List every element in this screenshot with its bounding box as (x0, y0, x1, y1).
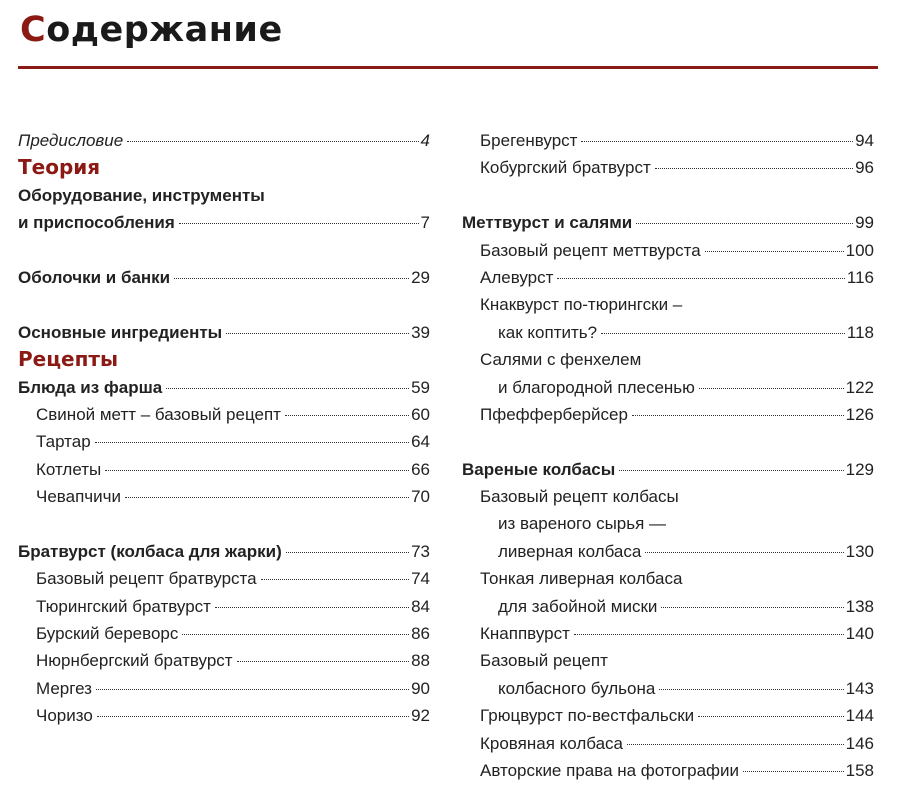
dot-leader (557, 278, 844, 279)
toc-entry (18, 565, 430, 592)
dot-leader (182, 634, 409, 635)
dot-leader (661, 607, 843, 608)
toc-entry-title: Авторские права на фотографии (480, 760, 740, 780)
toc-spacer (18, 510, 430, 537)
page-number: 90 (411, 678, 430, 698)
page-number: 130 (845, 541, 874, 561)
toc-entry-title: Основные ингредиенты (18, 322, 223, 342)
toc-entry (462, 237, 874, 264)
toc-entry-title: Чоризо (36, 706, 93, 726)
toc-entry-title: Свиной метт – базовый рецепт (36, 404, 281, 424)
page-number: 144 (845, 706, 874, 726)
dot-leader (619, 470, 843, 471)
dot-leader (285, 415, 409, 416)
dot-leader (166, 388, 409, 389)
dot-leader (127, 141, 418, 142)
toc-entry (18, 127, 430, 154)
toc-entry-title: Мергез (36, 678, 92, 698)
dot-leader (627, 744, 844, 745)
page-number: 86 (411, 624, 430, 644)
page-number: 143 (845, 678, 874, 698)
page-number: 116 (846, 267, 874, 287)
toc-entry (462, 620, 874, 647)
toc-entry (462, 209, 874, 236)
section-heading: Рецепты (18, 347, 119, 372)
dot-leader (659, 689, 843, 690)
dot-leader (105, 470, 409, 471)
toc-entry (462, 319, 874, 346)
page-number: 138 (845, 596, 874, 616)
page-number: 96 (855, 158, 874, 178)
title-divider (18, 66, 878, 69)
dot-leader (174, 278, 409, 279)
toc-entry (18, 702, 430, 729)
toc-spacer (18, 237, 430, 264)
page-number: 29 (411, 267, 430, 287)
toc-entry-title: Меттвурст и салями (462, 213, 633, 233)
toc-entry-title: Блюда из фарша (18, 377, 163, 397)
dot-leader (705, 251, 844, 252)
page-number: 94 (855, 131, 874, 150)
toc-entry (462, 730, 874, 757)
page-number: 60 (411, 404, 430, 424)
toc-entry-title: ливерная колбаса (498, 541, 642, 561)
dot-leader (645, 552, 843, 553)
dot-leader (286, 552, 409, 553)
dot-leader (125, 497, 409, 498)
toc-entry (18, 647, 430, 674)
title-initial: С (20, 10, 47, 50)
toc-entry (462, 127, 874, 154)
toc-right-column (462, 127, 874, 784)
page-number: 146 (845, 733, 874, 753)
page-number: 158 (845, 760, 874, 780)
page-number: 70 (411, 487, 430, 507)
dot-leader (226, 333, 409, 334)
toc-left-column (18, 127, 430, 730)
toc-entry (462, 593, 874, 620)
toc-entry (462, 757, 874, 784)
toc-entry-title: для забойной миски (498, 596, 658, 616)
toc-entry (462, 538, 874, 565)
page-number: 4 (420, 131, 430, 150)
page-number: 126 (845, 404, 874, 424)
toc-entry-title: Грюцвурст по-вестфальски (480, 706, 695, 726)
page-number: 99 (855, 213, 874, 233)
toc-entry-title: Вареные колбасы (462, 459, 616, 479)
toc-entry (462, 264, 874, 291)
toc-entry-title: Пфефферберйсер (480, 404, 628, 424)
toc-entry (462, 154, 874, 181)
page-number: 100 (845, 240, 874, 260)
page-number: 84 (411, 596, 430, 616)
toc-entry (18, 401, 430, 428)
toc-entry (18, 209, 430, 236)
dot-leader (632, 415, 844, 416)
toc-entry-title: Кнаппвурст (480, 624, 570, 644)
dot-leader (97, 716, 409, 717)
toc-entry (18, 319, 430, 346)
page-number: 129 (845, 459, 874, 479)
toc-entry-line: Базовый рецепт (480, 651, 608, 671)
toc-entry-line: Кнаквурст по-тюрингски – (480, 295, 683, 315)
page-number: 118 (846, 322, 874, 342)
toc-entry-line: из вареного сырья — (498, 514, 667, 534)
toc-entry-title: Тюрингский братвурст (36, 596, 211, 616)
dot-leader (261, 579, 409, 580)
toc-entry (462, 401, 874, 428)
page-number: 39 (411, 322, 430, 342)
toc-entry-line: Базовый рецепт колбасы (480, 487, 679, 507)
toc-entry (18, 456, 430, 483)
dot-leader (743, 771, 844, 772)
toc-entry-title: колбасного бульона (498, 678, 656, 698)
dot-leader (95, 442, 409, 443)
dot-leader (215, 607, 409, 608)
page-number: 74 (411, 569, 430, 589)
dot-leader (179, 223, 419, 224)
dot-leader (96, 689, 409, 690)
toc-entry-title: Оболочки и банки (18, 267, 171, 287)
toc-entry-line: Салями с фенхелем (480, 350, 642, 370)
toc-entry (462, 456, 874, 483)
toc-spacer (18, 291, 430, 318)
page-number: 7 (420, 213, 430, 233)
page-number: 92 (411, 706, 430, 726)
toc-entry (462, 702, 874, 729)
toc-entry (18, 374, 430, 401)
toc-entry-title: и приспособления (18, 213, 175, 233)
toc-entry-title: Котлеты (36, 459, 102, 479)
toc-entry (18, 675, 430, 702)
dot-leader (698, 716, 843, 717)
title-rest: одержание (46, 10, 283, 50)
dot-leader (574, 634, 844, 635)
toc-spacer (462, 182, 874, 209)
toc-entry-title: Нюрнбергский братвурст (36, 651, 233, 671)
dot-leader (237, 661, 410, 662)
toc-entry-title: и благородной плесенью (498, 377, 695, 397)
toc-entry (18, 264, 430, 291)
page-number: 59 (411, 377, 430, 397)
section-heading: Теория (18, 155, 101, 180)
toc-entry-title: Чевапчичи (36, 487, 121, 507)
page-number: 140 (845, 624, 874, 644)
toc-spacer (462, 428, 874, 455)
toc-entry (18, 483, 430, 510)
toc-entry-line: Тонкая ливерная колбаса (480, 569, 683, 589)
toc-entry (18, 593, 430, 620)
dot-leader (699, 388, 844, 389)
toc-entry-title: Предисловие (18, 131, 124, 150)
toc-entry (462, 675, 874, 702)
toc-entry-title: Кровяная колбаса (480, 733, 624, 753)
page-title (20, 10, 283, 50)
dot-leader (581, 141, 853, 142)
toc-entry-title: Базовый рецепт меттвурста (480, 240, 701, 260)
toc-entry-title: Базовый рецепт братвурста (36, 569, 257, 589)
page-number: 64 (411, 432, 430, 452)
dot-leader (636, 223, 853, 224)
dot-leader (601, 333, 845, 334)
toc-entry (462, 374, 874, 401)
toc-entry (18, 428, 430, 455)
page-number: 88 (411, 651, 430, 671)
toc-entry (18, 620, 430, 647)
page-number: 122 (845, 377, 874, 397)
toc-entry-title: Брегенвурст (480, 131, 578, 150)
dot-leader (655, 168, 853, 169)
toc-entry-title: Алевурст (480, 267, 554, 287)
toc-entry-title: Кобургский братвурст (480, 158, 651, 178)
toc-entry-line: Оборудование, инструменты (18, 185, 265, 205)
toc-entry-title: Тартар (36, 432, 91, 452)
toc-entry-title: Братвурст (колбаса для жарки) (18, 541, 282, 561)
toc-entry (18, 538, 430, 565)
toc-entry-title: как коптить? (498, 322, 598, 342)
toc-entry-title: Бурский береворс (36, 624, 179, 644)
page-number: 66 (411, 459, 430, 479)
page-number: 73 (411, 541, 430, 561)
